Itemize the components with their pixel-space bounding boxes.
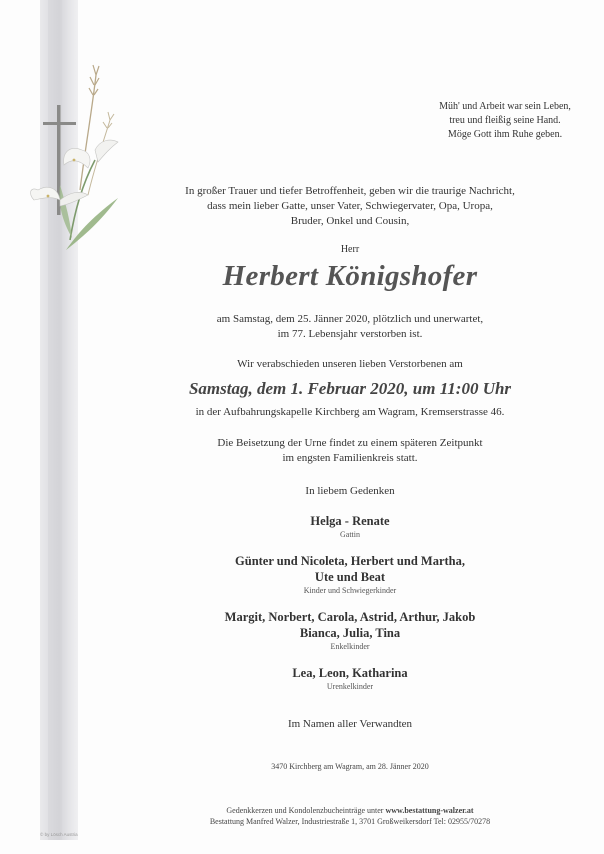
death-info-line: im 77. Lebensjahr verstorben ist. [277, 328, 423, 340]
relatives-line: Im Namen aller Verwandten [287, 718, 413, 730]
mourner-relation: Urenkelkinder [326, 682, 374, 691]
obituary-text [150, 0, 571, 854]
farewell-date: Samstag, dem 1. Februar 2020, um 11:00 Uhr [188, 379, 512, 398]
burial-line: im engsten Familienkreis statt. [282, 452, 418, 464]
footer-prefix: Gedenkkerzen und Kondolenzbucheinträge unter [226, 806, 384, 815]
mourner-names: Bianca, Julia, Tina [299, 626, 401, 640]
mourner-names: Helga - Renate [310, 514, 390, 528]
mourner-relation: Kinder und Schwiegerkinder [303, 586, 397, 595]
verse-line: Müh' und Arbeit war sein Leben, [439, 101, 571, 112]
place-date: 3470 Kirchberg am Wagram, am 28. Jänner 2020 [271, 762, 429, 771]
death-info-line: am Samstag, dem 25. Jänner 2020, plötzlich und unerwartet, [216, 313, 484, 325]
footer-line [150, 805, 550, 816]
cross-lily-decoration [0, 0, 140, 854]
website-link[interactable]: www.bestattung-walzer.at [385, 806, 474, 815]
farewell-place: in der Aufbahrungskapelle Kirchberg am Wagram, Kremserstrasse 46. [195, 406, 505, 418]
footer-address: Bestattung Manfred Walzer, Industriestraße 1, 3701 Großweikersdorf Tel: 02955/70278 [209, 817, 491, 826]
mourner-names: Lea, Leon, Katharina [292, 666, 408, 680]
mourner-names: Günter und Nicoleta, Herbert und Martha, [235, 554, 465, 568]
deceased-name: Herbert Königshofer [222, 260, 478, 292]
verse-line: treu und fleißig seine Hand. [449, 115, 561, 126]
image-credit: © by Lösch Austria [40, 832, 78, 837]
intro-line: In großer Trauer und tiefer Betroffenheit, geben wir die traurige Nachricht, [185, 185, 515, 197]
mourner-names: Margit, Norbert, Carola, Astrid, Arthur, Jakob [224, 610, 476, 624]
farewell-intro: Wir verabschieden unseren lieben Verstorbenen am [237, 358, 463, 370]
mourner-names: Ute und Beat [314, 570, 386, 584]
salutation: Herr [340, 244, 360, 255]
intro-line: dass mein lieber Gatte, unser Vater, Schwiegervater, Opa, Uropa, [207, 200, 493, 212]
mourner-relation: Gattin [340, 530, 360, 539]
intro-line: Bruder, Onkel und Cousin, [290, 215, 410, 227]
burial-line: Die Beisetzung der Urne findet zu einem späteren Zeitpunkt [217, 437, 483, 449]
memory-heading: In liebem Gedenken [305, 485, 395, 497]
verse-line: Möge Gott ihm Ruhe geben. [447, 129, 563, 140]
mourner-relation: Enkelkinder [330, 642, 370, 651]
